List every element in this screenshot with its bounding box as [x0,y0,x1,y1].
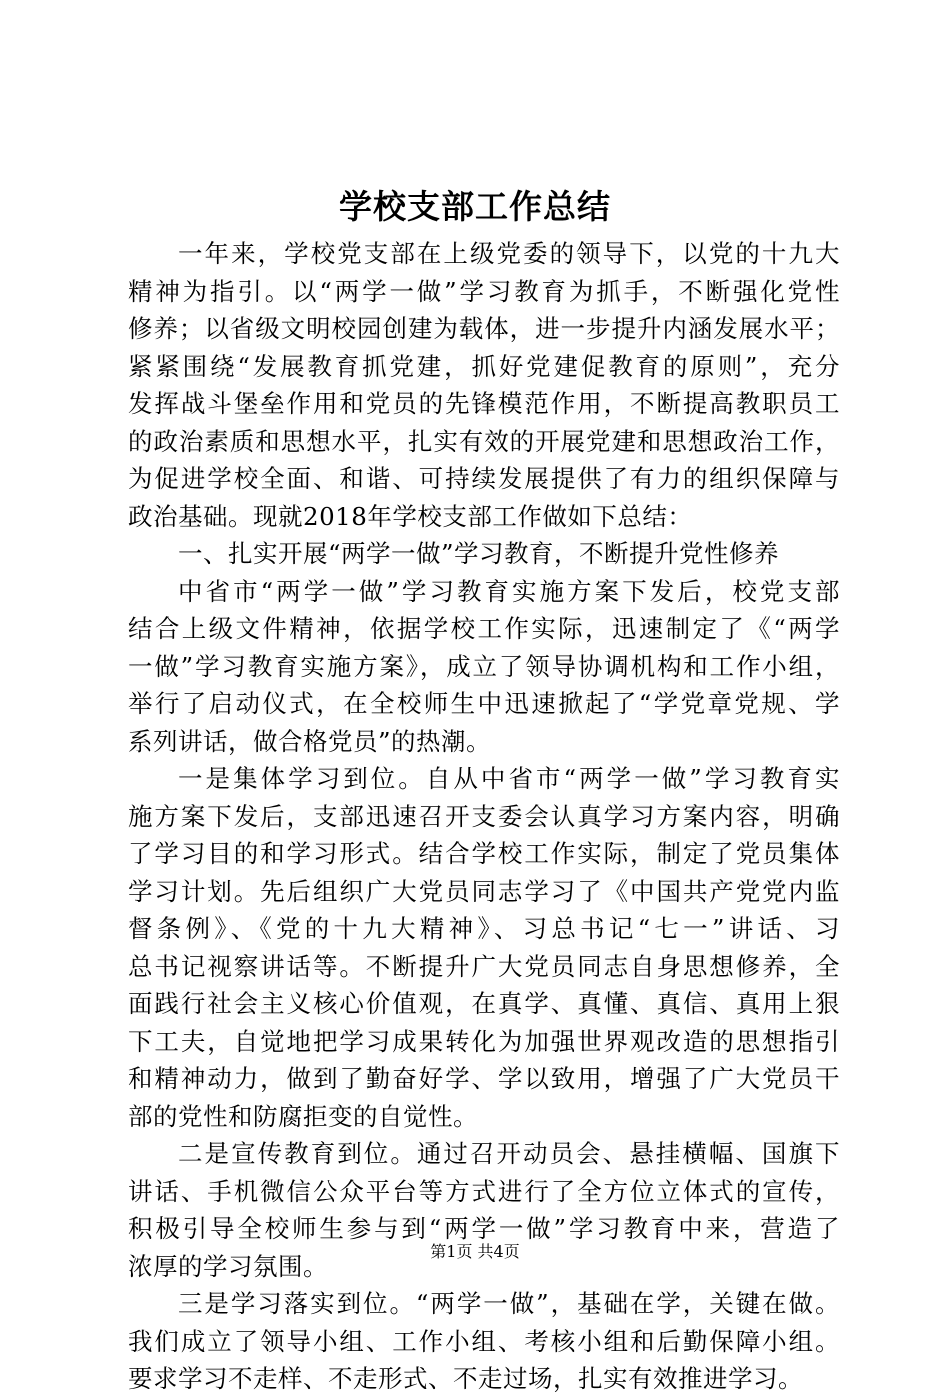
text-line: 一年来，学校党支部在上级党委的领导下，以党的十九大 [178,239,840,268]
text-line: 一做”学习教育实施方案》，成立了领导协调机构和工作小组， [128,651,840,681]
text-line: 政治基础。现就2018年学校支部工作做如下总结： [128,501,693,531]
text-line: 和精神动力，做到了勤奋好学、学以致用，增强了广大党员干 [128,1064,840,1093]
text-line: 我们成立了领导小组、工作小组、考核小组和后勤保障小组。 [128,1326,840,1356]
text-line: 积极引导全校师生参与到“两学一做”学习教育中来，营造了 [128,1214,840,1243]
text-line: 要求学习不走样、不走形式、不走过场，扎实有效推进学习。 [128,1364,803,1393]
text-line: 发挥战斗堡垒作用和党员的先锋模范作用，不断提高教职员工 [128,389,840,418]
text-line: 施方案下发后，支部迅速召开支委会认真学习方案内容，明确 [128,801,840,831]
text-line: 为促进学校全面、和谐、可持续发展提供了有力的组织保障与 [128,464,840,493]
text-line: 的政治素质和思想水平，扎实有效的开展党建和思想政治工作， [128,426,840,456]
text-line: 下工夫，自觉地把学习成果转化为加强世界观改造的思想指引 [128,1026,840,1056]
text-line: 结合上级文件精神，依据学校工作实际，迅速制定了《“两学 [128,614,840,643]
text-line: 学习计划。先后组织广大党员同志学习了《中国共产党党内监 [128,876,840,906]
document-body [128,235,840,1398]
text-line: 一是集体学习到位。自从中省市“两学一做”学习教育实 [178,764,840,793]
text-line: 二是宣传教育到位。通过召开动员会、悬挂横幅、国旗下 [178,1139,840,1168]
text-line: 修养；以省级文明校园创建为载体，进一步提升内涵发展水平； [128,314,840,343]
page-footer: 第1页 共4页 [430,1242,520,1261]
text-line: 中省市“两学一做”学习教育实施方案下发后，校党支部 [178,576,840,606]
text-line: 紧紧围绕“发展教育抓党建，抓好党建促教育的原则”，充分 [128,351,840,381]
text-line: 精神为指引。以“两学一做”学习教育为抓手，不断强化党性 [128,276,840,306]
text-line: 举行了启动仪式，在全校师生中迅速掀起了“学党章党规、学 [128,689,840,718]
text-line: 部的党性和防腐拒变的自觉性。 [128,1101,478,1131]
text-line: 浓厚的学习氛围。 [128,1251,328,1281]
text-line: 面践行社会主义核心价值观，在真学、真懂、真信、真用上狠 [128,989,840,1018]
text-line: 总书记视察讲话等。不断提升广大党员同志自身思想修养，全 [128,951,840,981]
text-line: 讲话、手机微信公众平台等方式进行了全方位立体式的宣传， [128,1176,840,1206]
document-title: 学校支部工作总结 [339,187,611,226]
text-line: 了学习目的和学习形式。结合学校工作实际，制定了党员集体 [128,839,840,868]
text-line: 督条例》、《党的十九大精神》、习总书记“七一”讲话、习 [128,914,840,943]
text-line: 三是学习落实到位。“两学一做”，基础在学，关键在做。 [178,1289,840,1318]
text-line: 系列讲话，做合格党员”的热潮。 [128,726,492,756]
text-line: 一、扎实开展“两学一做”学习教育，不断提升党性修养 [178,539,780,568]
